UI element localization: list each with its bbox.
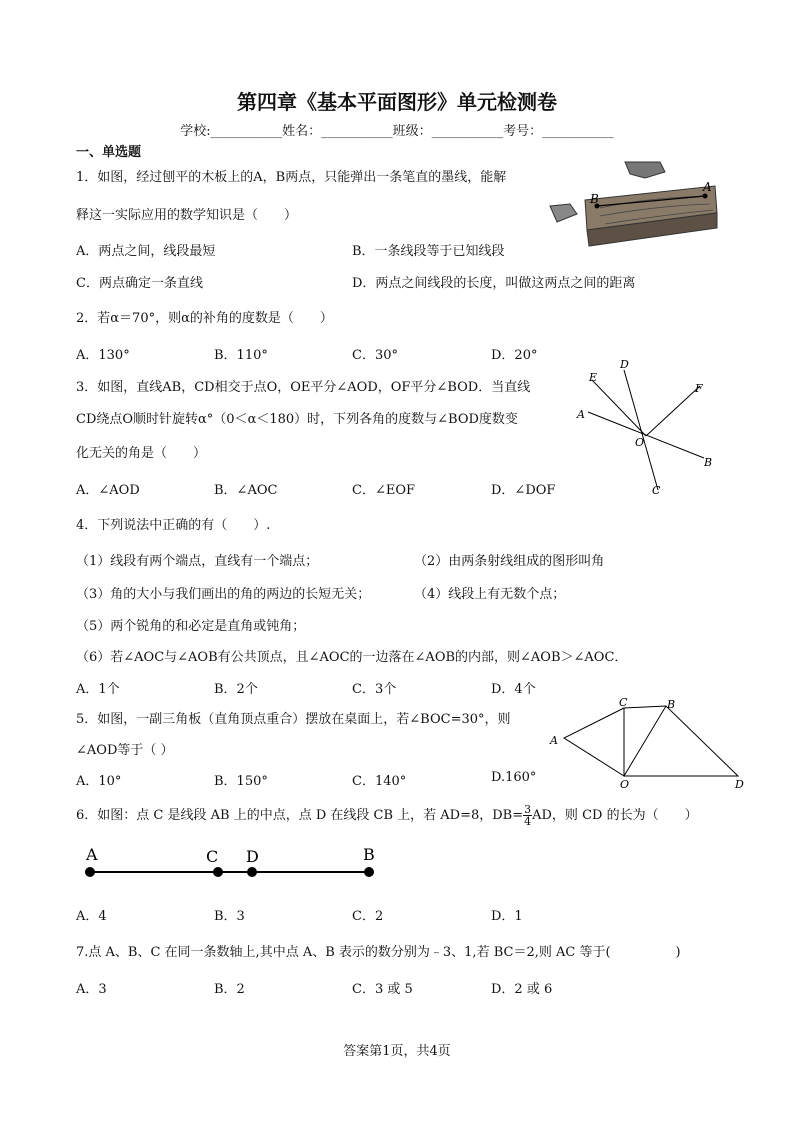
- q6-fraction-numerator: 3: [524, 803, 532, 816]
- q6-label-d: D: [246, 847, 259, 866]
- q4-statement-5: （5）两个锐角的和必定是直角或钝角；: [76, 619, 306, 634]
- q3-text-line1: 3．如图，直线AB，CD相交于点O，OE平分∠AOD，OF平分∠BOD．当直线: [76, 380, 531, 395]
- q4-option-a[interactable]: A．1个: [76, 682, 120, 697]
- q6-text-pre: 6．如图：点 C 是线段 AB 上的中点，点 D 在线段 CB 上，若 AD=8，DB=: [76, 808, 524, 823]
- q5-text-line1: 5．如图，一副三角板（直角顶点重合）摆放在桌面上，若∠BOC=30°，则: [76, 712, 511, 727]
- q6-point-a: [85, 867, 95, 877]
- q6-text-post: AD，则 CD 的长为（ ）: [532, 808, 698, 823]
- q5-label-b: B: [667, 698, 676, 711]
- q3-option-b[interactable]: B．∠AOC: [214, 483, 278, 498]
- q5-label-a: A: [550, 734, 558, 747]
- q4-text-line1: 4．下列说法中正确的有（ ）.: [76, 518, 271, 533]
- q3-label-e: E: [589, 371, 598, 384]
- q6-point-b: [364, 867, 374, 877]
- q5-label-d: D: [735, 778, 744, 791]
- q7-option-d[interactable]: D．2 或 6: [491, 982, 553, 997]
- q6-option-c[interactable]: C．2: [352, 909, 384, 924]
- q6-option-d[interactable]: D．1: [491, 909, 523, 924]
- q3-option-d[interactable]: D．∠DOF: [491, 483, 556, 498]
- q4-statement-4: （4）线段上有无数个点；: [414, 587, 566, 602]
- q4-option-b[interactable]: B．2个: [214, 682, 258, 697]
- q6-option-a[interactable]: A．4: [76, 909, 107, 924]
- q1-option-b[interactable]: B．一条线段等于已知线段: [352, 244, 505, 259]
- q6-option-b[interactable]: B．3: [214, 909, 245, 924]
- q7-option-b[interactable]: B．2: [214, 982, 245, 997]
- q3-option-a[interactable]: A．∠AOD: [76, 483, 140, 498]
- q6-label-b: B: [363, 845, 375, 864]
- q6-label-c: C: [206, 847, 219, 866]
- q2-option-b[interactable]: B．110°: [214, 348, 268, 363]
- q5-set-squares-figure: [546, 694, 752, 794]
- q1-option-a[interactable]: A．两点之间，线段最短: [76, 244, 216, 259]
- q5-option-c[interactable]: C．140°: [352, 774, 407, 789]
- q4-option-d[interactable]: D．4个: [491, 682, 536, 697]
- q1-option-c[interactable]: C．两点确定一条直线: [76, 276, 203, 291]
- q6-segment-figure: [80, 842, 390, 884]
- q4-statement-6: （6）若∠AOC与∠AOB有公共顶点，且∠AOC的一边落在∠AOB的内部，则∠AOB＞∠AOC．: [76, 650, 628, 665]
- q2-option-d[interactable]: D．20°: [491, 348, 538, 363]
- q6-point-c: [213, 867, 223, 877]
- q4-option-c[interactable]: C．3个: [352, 682, 397, 697]
- q5-label-o: O: [620, 778, 630, 791]
- q5-option-b[interactable]: B．150°: [214, 774, 268, 789]
- q4-statement-3: （3）角的大小与我们画出的角的两边的长短无关；: [76, 587, 371, 602]
- q7-option-c[interactable]: C．3 或 5: [352, 982, 413, 997]
- q3-option-c[interactable]: C．∠EOF: [352, 483, 416, 498]
- q6-label-a: A: [86, 845, 98, 864]
- q2-option-a[interactable]: A．130°: [76, 348, 130, 363]
- q5-label-c: C: [619, 696, 628, 709]
- q3-label-c: C: [652, 484, 661, 497]
- q2-option-c[interactable]: C．30°: [352, 348, 398, 363]
- q4-statement-1: （1）线段有两个端点，直线有一个端点；: [76, 554, 319, 569]
- q3-text-line3: 化无关的角是（ ）: [76, 446, 207, 461]
- q7-option-a[interactable]: A．3: [76, 982, 107, 997]
- q1-option-d[interactable]: D．两点之间线段的长度，叫做这两点之间的距离: [352, 276, 636, 291]
- q5-option-d[interactable]: D.160°: [491, 770, 537, 785]
- q6-fraction-denominator: 4: [524, 815, 532, 828]
- q2-text-line1: 2．若α＝70°，则α的补角的度数是（ ）: [76, 311, 333, 326]
- q3-label-d: D: [620, 358, 629, 371]
- page-title: 第四章《基本平面图形》单元检测卷: [237, 90, 557, 114]
- q3-label-b: B: [704, 456, 713, 469]
- q3-label-o: O: [635, 436, 645, 449]
- q1-text-line2: 释这一实际应用的数学知识是（ ）: [76, 208, 298, 223]
- q1-label-a: A: [703, 180, 712, 194]
- q3-text-line2: CD绕点O顺时针旋转α°（0＜α＜180）时，下列各角的度数与∠BOD度数变: [76, 412, 518, 427]
- student-info-line: 学校:___________姓名：___________班级：___________考号：___________: [180, 124, 614, 139]
- q6-fraction: [523, 804, 532, 827]
- q3-label-f: F: [695, 382, 703, 395]
- q1-label-b: B: [590, 192, 599, 206]
- page-footer: 答案第1页，共4页: [343, 1044, 451, 1059]
- q1-text-line1: 1．如图，经过刨平的木板上的A，B两点，只能弹出一条笔直的墨线，能解: [76, 170, 507, 185]
- q6-point-d: [247, 867, 257, 877]
- q7-text-line1: 7.点 A、B、C 在同一条数轴上,其中点 A、B 表示的数分别为﹣3、1,若 BC＝2,则 AC 等于( ): [76, 945, 681, 960]
- q1-wood-board-figure: [545, 158, 725, 248]
- q3-label-a: A: [577, 408, 585, 421]
- q4-statement-2: （2）由两条射线组成的图形叫角: [414, 554, 605, 569]
- q6-text-line1: [76, 804, 698, 827]
- section-heading: 一、单选题: [76, 145, 142, 160]
- q5-option-a[interactable]: A．10°: [76, 774, 122, 789]
- q3-intersecting-lines-figure: [572, 356, 722, 502]
- q5-text-line2: ∠AOD等于（ ）: [76, 743, 174, 758]
